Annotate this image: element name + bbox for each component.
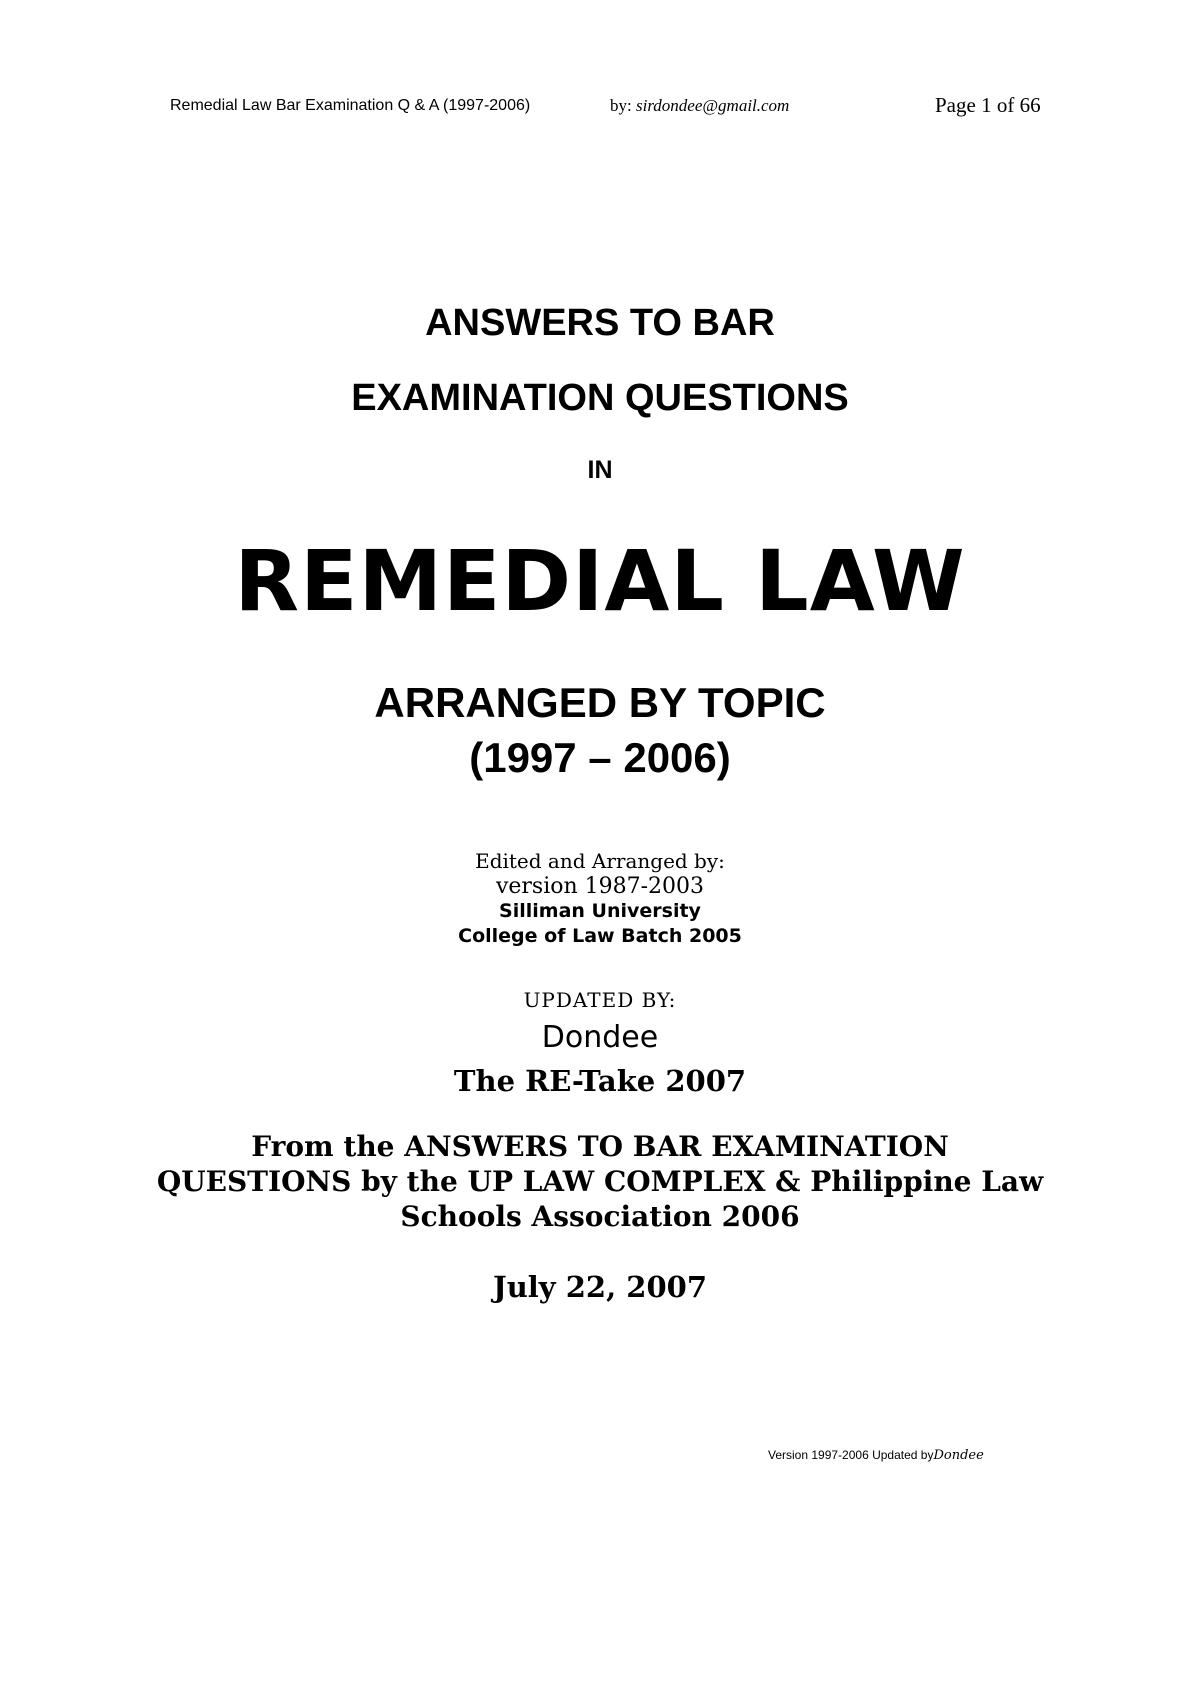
- update-label: UPDATED BY:: [523, 988, 677, 1012]
- source-line3: Schools Association 2006: [400, 1200, 800, 1233]
- source-line1: From the ANSWERS TO BAR EXAMINATION: [251, 1130, 949, 1163]
- header-by-label: by:: [610, 96, 632, 115]
- footer-version: [768, 1448, 984, 1463]
- editor-version: version 1987-2003: [495, 874, 705, 899]
- cover-title-line1: ANSWERS TO BAR: [425, 302, 775, 344]
- cover-main-title: REMEDIAL LAW: [234, 532, 966, 630]
- update-name: Dondee: [541, 1020, 659, 1055]
- header-author: [610, 96, 789, 116]
- header-email: sirdondee@gmail.com: [635, 96, 790, 115]
- header-title: Remedial Law Bar Examination Q & A (1997-2006): [170, 97, 531, 114]
- cover-arranged: ARRANGED BY TOPIC: [374, 679, 826, 726]
- source-line2: QUESTIONS by the UP LAW COMPLEX & Philippine Law: [156, 1165, 1044, 1198]
- footer-signature: Dondee: [933, 1448, 984, 1463]
- document-date: July 22, 2007: [492, 1270, 708, 1304]
- header-page-number: Page 1 of 66: [935, 93, 1041, 117]
- footer-text: Version 1997-2006 Updated by: [768, 1448, 934, 1462]
- cover-years: (1997 – 2006): [469, 734, 731, 781]
- editor-university: Silliman University: [499, 900, 701, 922]
- editor-batch: College of Law Batch 2005: [458, 925, 742, 947]
- editor-label: Edited and Arranged by:: [475, 849, 725, 873]
- cover-title-line2: EXAMINATION QUESTIONS: [351, 377, 849, 419]
- cover-title-line3: IN: [587, 456, 613, 484]
- update-note: The RE-Take 2007: [453, 1064, 747, 1098]
